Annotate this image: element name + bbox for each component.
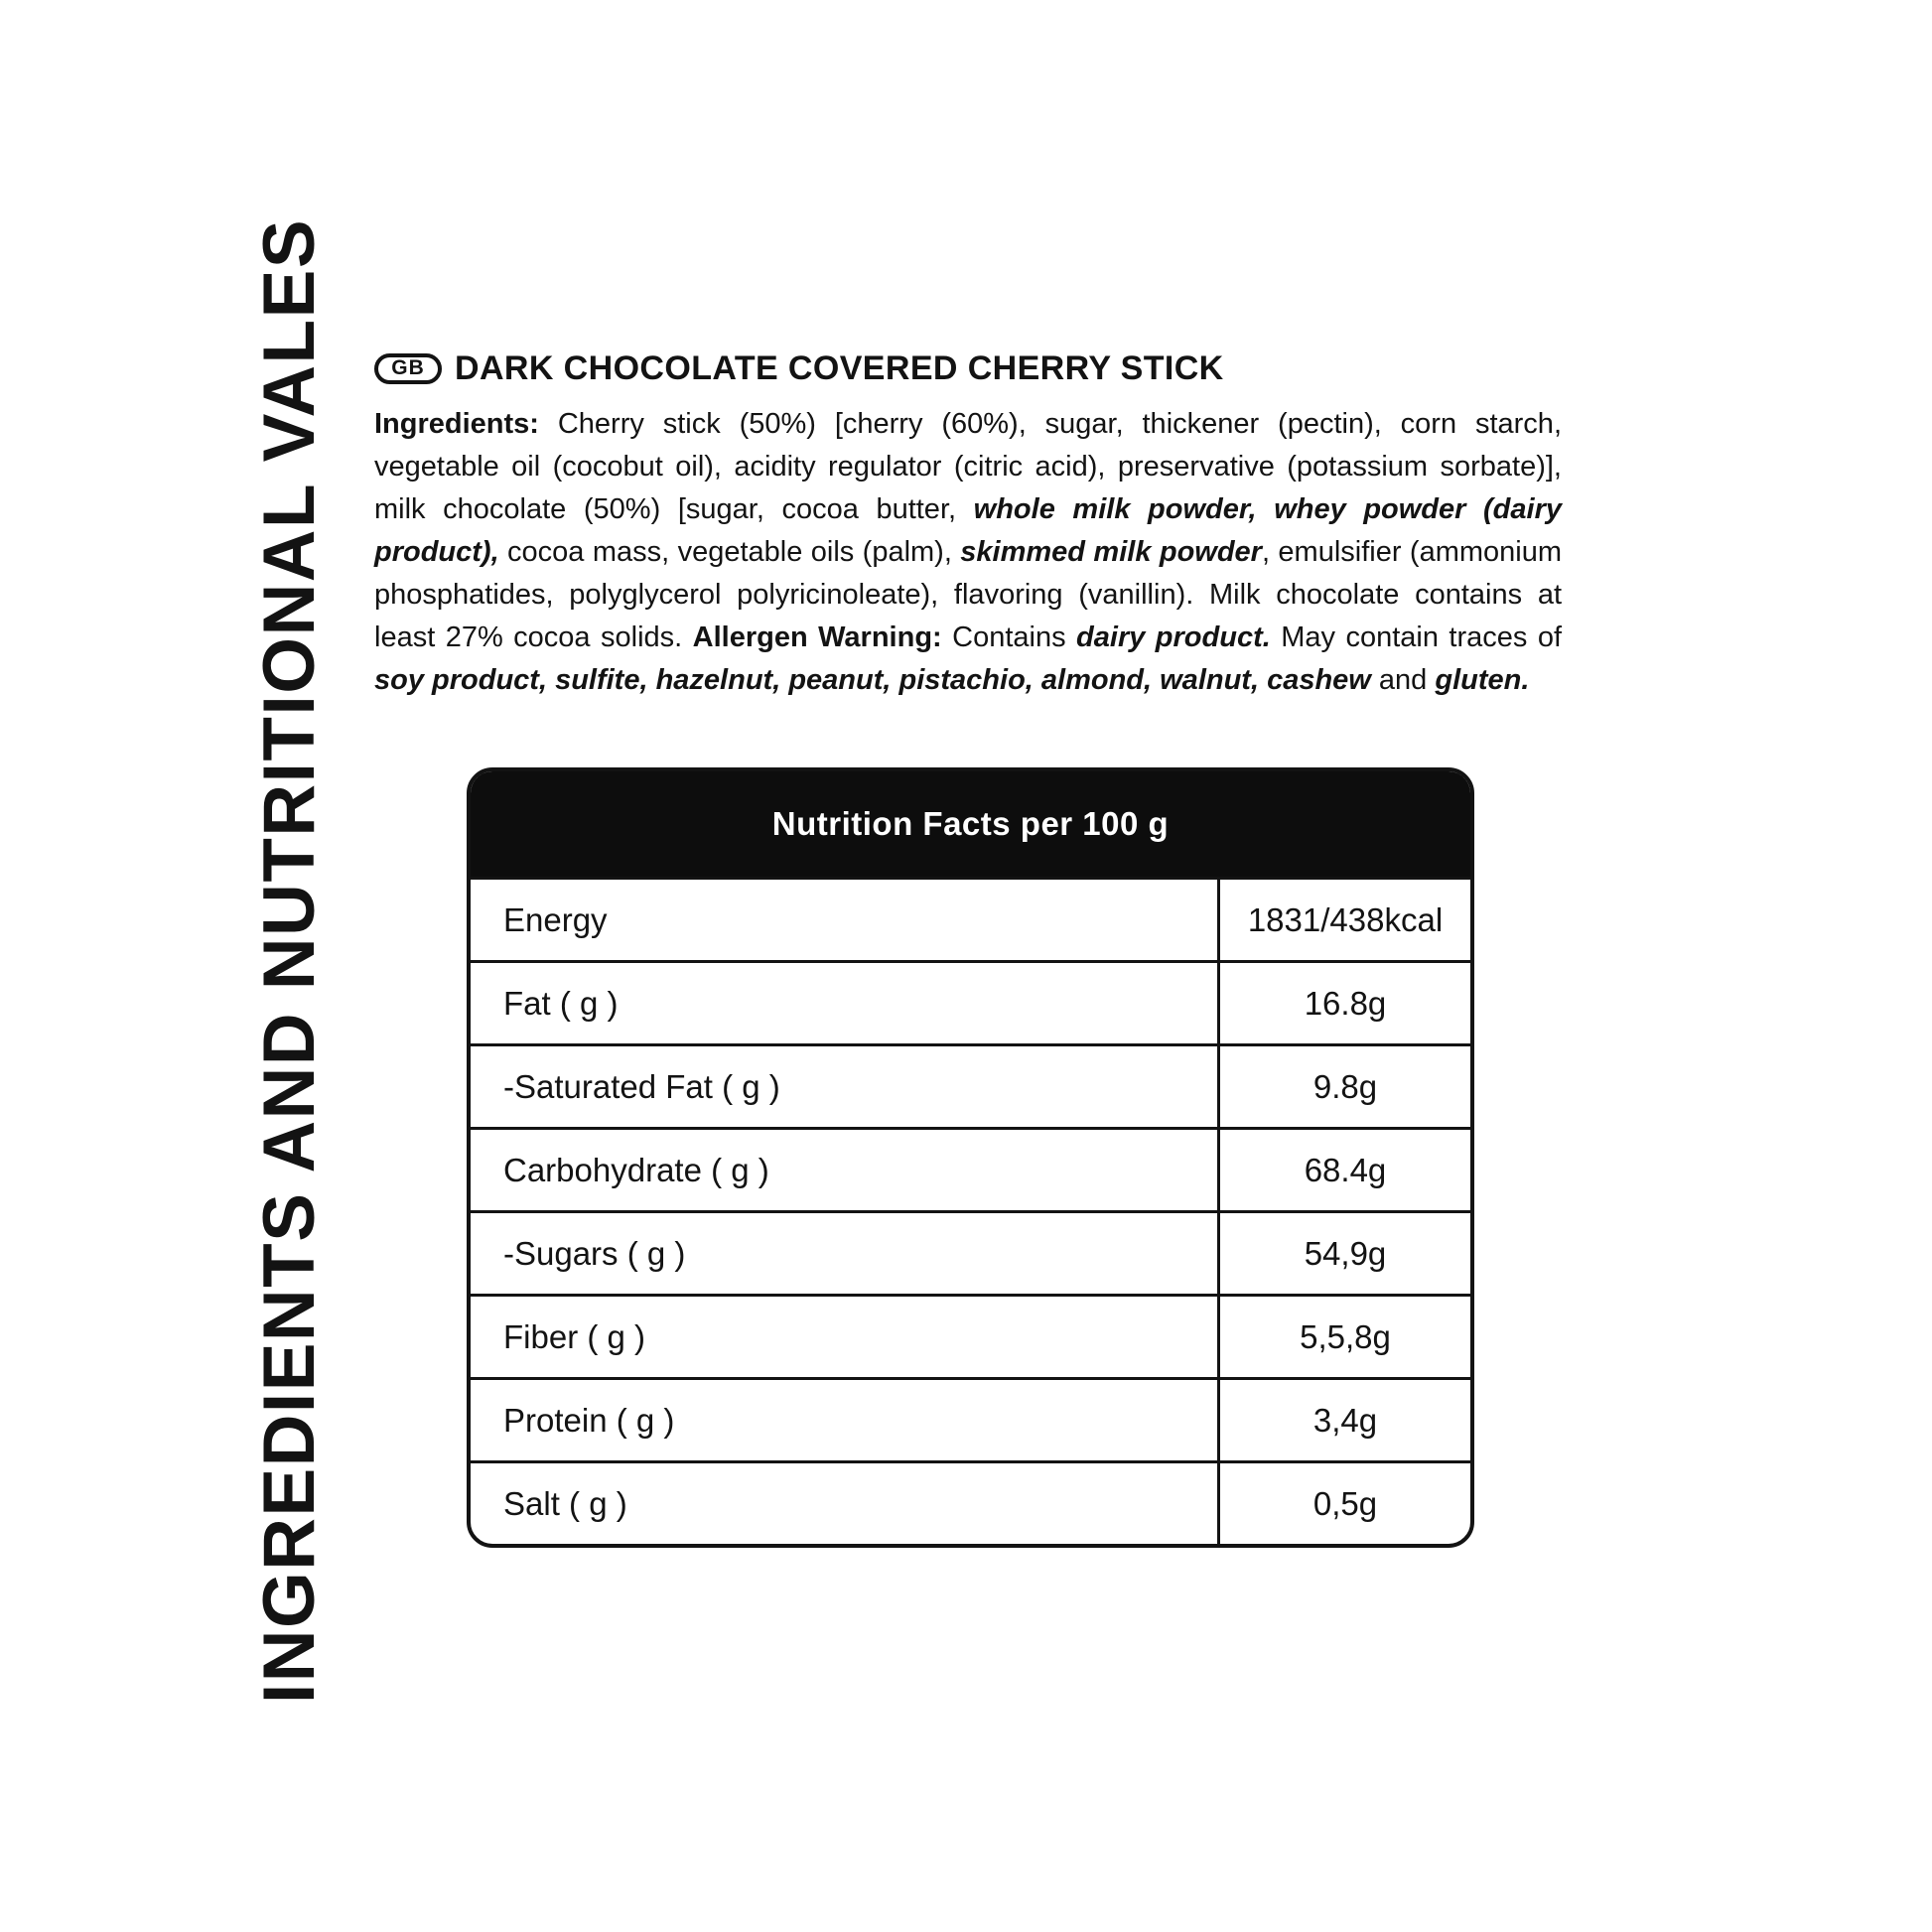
nutrition-row: [471, 960, 1470, 1043]
label-content: [374, 347, 1562, 702]
ingredients-run: skimmed milk powder: [960, 536, 1262, 568]
vertical-section-title: INGREDIENTS AND NUTRITIONAL VALES: [249, 217, 330, 1704]
ingredients-run: Contains: [952, 621, 1077, 653]
ingredients-run: dairy product.: [1076, 621, 1271, 653]
nutrition-table-header: Nutrition Facts per 100 g: [471, 771, 1470, 877]
nutrition-row-label: Fat ( g ): [503, 984, 619, 1022]
nutrition-row: [471, 1043, 1470, 1127]
ingredients-run: and: [1370, 664, 1436, 696]
nutrition-table-body: [471, 877, 1470, 1544]
product-title-row: [374, 347, 1562, 389]
nutrition-facts-table: [467, 767, 1474, 1548]
product-title: DARK CHOCOLATE COVERED CHERRY STICK: [455, 348, 1224, 387]
nutrition-row-value: 1831/438kcal: [1217, 880, 1470, 960]
ingredients-run: Allergen Warning:: [692, 621, 953, 653]
nutrition-row-label: Salt ( g ): [503, 1484, 627, 1522]
nutrition-row: [471, 877, 1470, 960]
nutrition-row-value: 68.4g: [1217, 1130, 1470, 1210]
nutrition-row: [471, 1210, 1470, 1294]
ingredients-run: cocoa mass, vegetable oils (palm),: [498, 536, 961, 568]
nutrition-row: [471, 1460, 1470, 1544]
nutrition-row-value: 3,4g: [1217, 1380, 1470, 1460]
gb-region-badge: [374, 353, 442, 384]
nutrition-row: [471, 1377, 1470, 1460]
gb-badge-label: GB: [391, 356, 425, 379]
nutrition-row-value: 0,5g: [1217, 1463, 1470, 1544]
nutrition-row-value: 9.8g: [1217, 1046, 1470, 1127]
nutrition-row-label: Protein ( g ): [503, 1401, 675, 1439]
nutrition-row-value: 16.8g: [1217, 963, 1470, 1043]
ingredients-run: whole milk powder, whey powder (dairy product),: [374, 493, 1562, 568]
nutrition-row: [471, 1127, 1470, 1210]
ingredients-run: May contain traces of: [1270, 621, 1563, 653]
nutrition-row-label: Energy: [503, 900, 608, 938]
nutrition-row-label: -Sugars ( g ): [503, 1234, 686, 1272]
ingredients-run: Cherry stick (50%) [cherry (60%), sugar, thickener (pectin), corn starch, vegetable oil (cocobut oil), acidity regulator (citric acid), preservative (potassium sorbate)], milk chocolate (50%) [sugar, cocoa butter,: [374, 408, 1562, 525]
ingredients-run: Ingredients:: [374, 408, 558, 440]
nutrition-row: [471, 1294, 1470, 1377]
ingredients-run: gluten.: [1435, 664, 1530, 696]
nutrition-row-label: Carbohydrate ( g ): [503, 1151, 769, 1188]
ingredients-paragraph: [374, 403, 1562, 702]
nutrition-row-label: -Saturated Fat ( g ): [503, 1067, 780, 1105]
ingredients-run: , emulsifier (ammonium phosphatides, polyglycerol polyricinoleate), flavoring (vanillin). Milk chocolate contains at least 27% cocoa solids.: [374, 536, 1562, 653]
ingredients-run: soy product, sulfite, hazelnut, peanut, pistachio, almond, walnut, cashew: [374, 664, 1371, 696]
nutrition-row-value: 54,9g: [1217, 1213, 1470, 1294]
nutrition-row-value: 5,5,8g: [1217, 1297, 1470, 1377]
nutrition-row-label: Fiber ( g ): [503, 1317, 646, 1355]
